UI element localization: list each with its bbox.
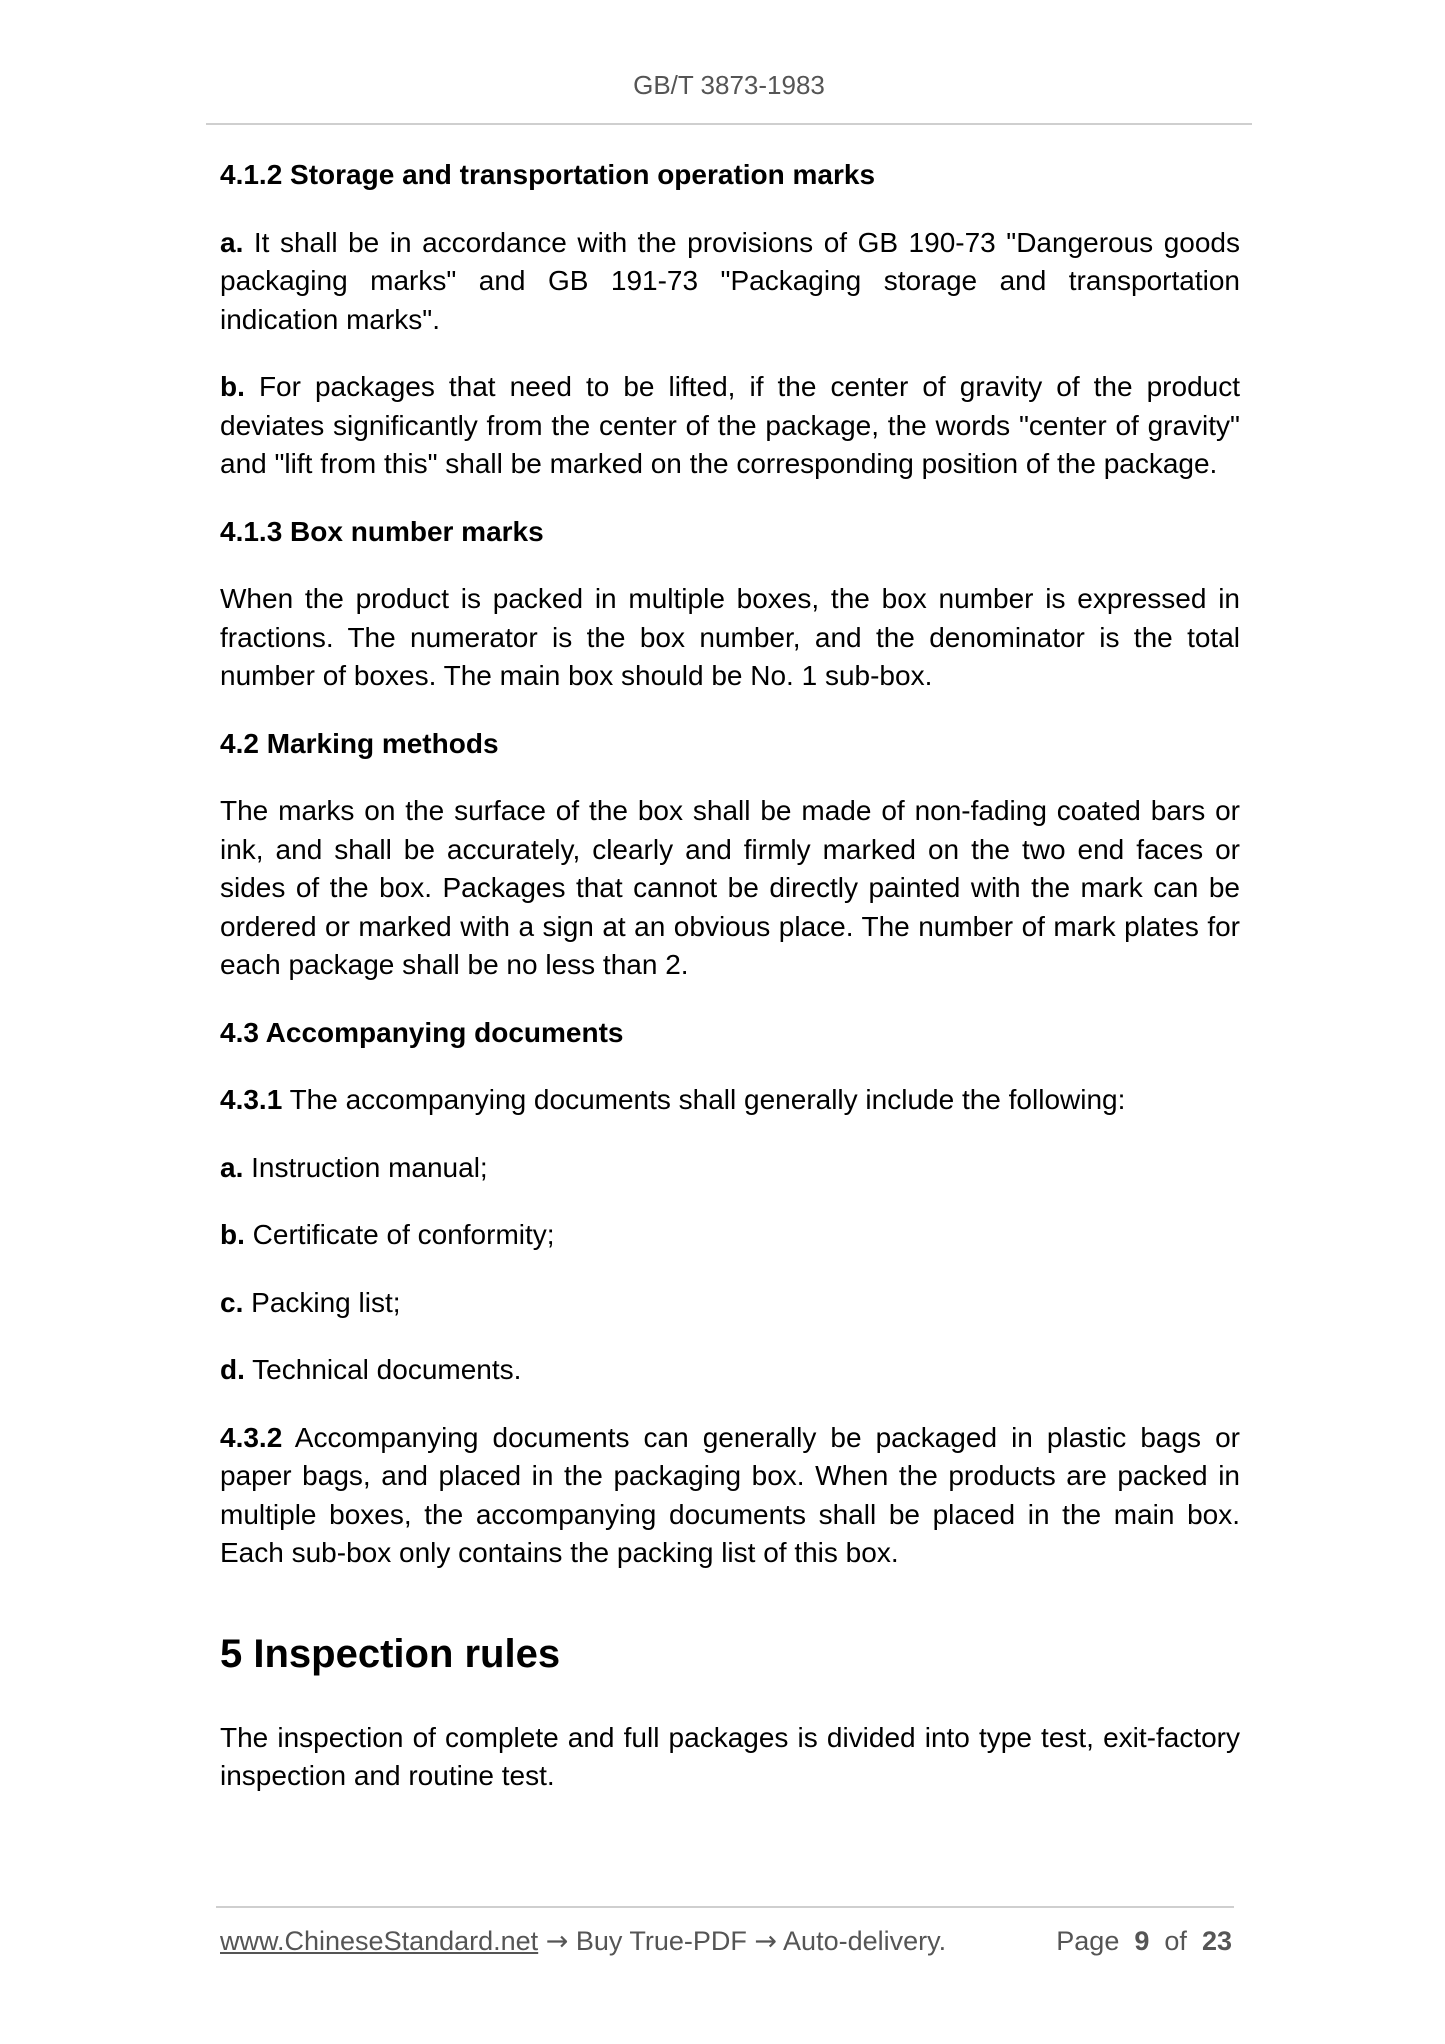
page-header <box>206 70 1252 101</box>
item-label: c. <box>220 1286 244 1318</box>
header-divider <box>206 123 1252 125</box>
clause-4-3-2 <box>220 1419 1240 1573</box>
clause-4-2-heading: 4.2 Marking methods <box>220 727 499 759</box>
document-body <box>220 156 1240 1825</box>
item-text: Instruction manual; <box>251 1151 488 1183</box>
clause-4-3-heading: 4.3 Accompanying documents <box>220 1016 624 1048</box>
item-text: For packages that need to be lifted, if the center of gravity of the product deviates significantly from the center of the package, the words "center of gravity" and "lift from this" shall be marked on the corresponding position of the package. <box>220 371 1240 479</box>
item-text: Packing list; <box>251 1286 401 1318</box>
section-5-text: The inspection of complete and full packages is divided into type test, exit-factory inspection and routine test. <box>220 1721 1240 1791</box>
auto-delivery-text: Auto-delivery. <box>783 1926 947 1956</box>
document-code: GB/T 3873-1983 <box>633 70 825 100</box>
buy-pdf-text: Buy True-PDF <box>575 1926 747 1956</box>
clause-4-1-3-heading: 4.1.3 Box number marks <box>220 515 544 547</box>
arrow-right-icon: → <box>754 1926 778 1957</box>
clause-4-2-text: The marks on the surface of the box shall be made of non-fading coated bars or ink, and shall be accurately, clearly and firmly marked on the two end faces or sides of the box. Packages that cannot be directly painted with the mark can be ordered or marked with a sign at an obvious place. The number of mark plates for each package shall be no less than 2. <box>220 795 1240 980</box>
item-text: It shall be in accordance with the provisions of GB 190-73 "Dangerous goods packaging marks" and GB 191-73 "Packaging storage and transportation indication marks". <box>220 226 1240 335</box>
list-item <box>220 1149 1240 1188</box>
list-item <box>220 1351 1240 1390</box>
item-label: a. <box>220 226 244 258</box>
item-label: a. <box>220 1151 244 1183</box>
footer-promo <box>220 1926 946 1957</box>
current-page-number: 9 <box>1134 1926 1150 1956</box>
clause-4-1-2-item-b <box>220 368 1240 484</box>
clause-4-1-2-heading: 4.1.2 Storage and transportation operation marks <box>220 159 876 190</box>
total-pages-number: 23 <box>1201 1926 1232 1956</box>
page-word: Page <box>1056 1926 1120 1956</box>
item-label: b. <box>220 371 245 402</box>
footer-divider <box>216 1906 1234 1908</box>
clause-number: 4.3.2 <box>220 1421 283 1453</box>
arrow-right-icon: → <box>545 1926 569 1957</box>
item-text: Certificate of conformity; <box>252 1219 555 1250</box>
item-label: d. <box>220 1354 245 1385</box>
clause-4-1-2-item-a <box>220 224 1240 340</box>
list-item <box>220 1216 1240 1255</box>
clause-4-1-3-text: When the product is packed in multiple boxes, the box number is expressed in fractions. The numerator is the box number, and the denominator is the total number of boxes. The main box should be No. 1 sub-box. <box>220 583 1240 691</box>
clause-4-3-1 <box>220 1081 1240 1120</box>
clause-text: Accompanying documents can generally be packaged in plastic bags or paper bags, and placed in the packaging box. When the products are packed in multiple boxes, the accompanying documents shall be placed in the main box. Each sub-box only contains the packing list of this box. <box>220 1421 1240 1568</box>
clause-text: The accompanying documents shall generally include the following: <box>289 1084 1126 1115</box>
page-indicator <box>1056 1926 1232 1957</box>
website-link[interactable]: www.ChineseStandard.net <box>220 1926 539 1956</box>
item-label: b. <box>220 1219 245 1250</box>
list-item <box>220 1284 1240 1323</box>
section-5-heading: 5 Inspection rules <box>220 1631 561 1676</box>
clause-number: 4.3.1 <box>220 1084 283 1115</box>
of-word: of <box>1164 1926 1187 1956</box>
item-text: Technical documents. <box>252 1354 522 1385</box>
